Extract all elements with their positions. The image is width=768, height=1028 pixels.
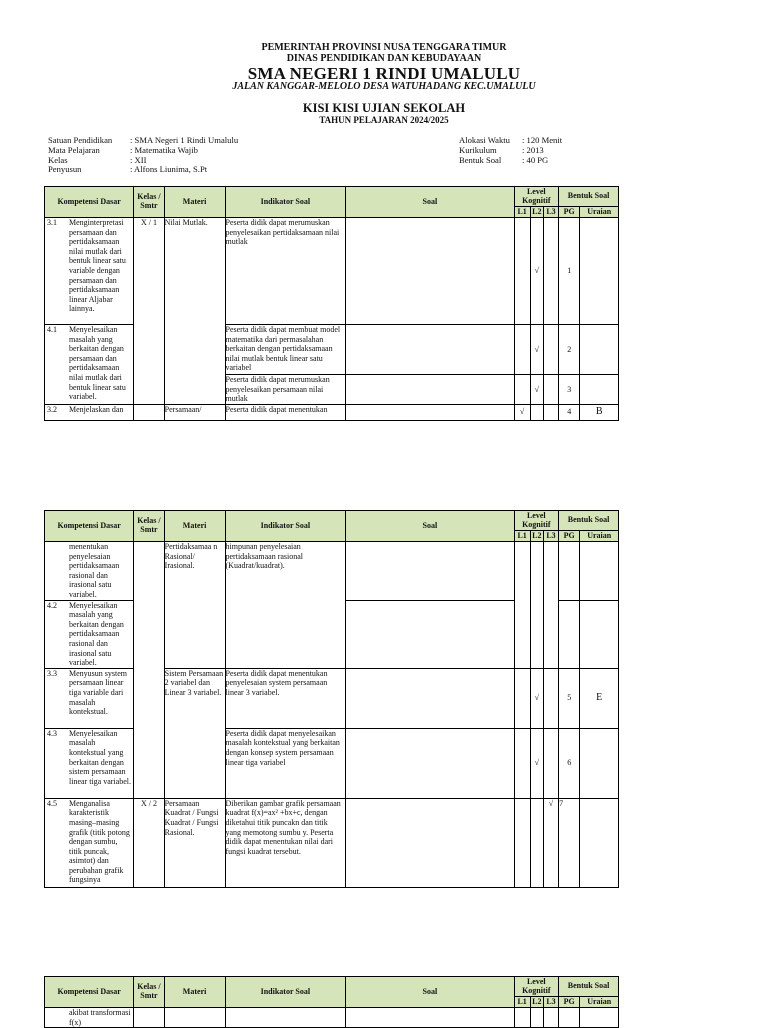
soal-cell xyxy=(346,218,514,325)
col-materi: Materi xyxy=(164,977,225,1008)
col-l3: L3 xyxy=(543,207,558,218)
l1-cell xyxy=(514,668,530,728)
materi-cell: Nilai Mutlak. xyxy=(164,218,225,405)
l1-cell xyxy=(514,375,530,405)
col-uraian: Uraian xyxy=(580,531,619,542)
indikator-cell: Peserta didik dapat merumuskan penyelesaikan persamaan nilai mutlak xyxy=(225,375,346,405)
indikator-cell: Peserta didik dapat membuat model matematika dari permasalahan berkaitan dengan pertidaksamaan nilai mutlak bentuk linear satu variabel xyxy=(225,325,346,375)
col-l3: L3 xyxy=(543,531,558,542)
soal-cell xyxy=(346,728,514,798)
col-l2: L2 xyxy=(532,996,542,1006)
col-soal: Soal xyxy=(346,977,514,1008)
kisi-table-page-3 xyxy=(44,976,619,1028)
l1-cell xyxy=(514,325,530,375)
materi-cell: Sistem Persamaan 2 variabel dan Linear 3 variabel. xyxy=(164,668,225,798)
indikator-cell xyxy=(225,600,346,668)
soal-cell xyxy=(346,600,514,668)
l3-cell xyxy=(543,1008,558,1028)
uraian-cell: B xyxy=(580,404,619,420)
col-kompetensi: Kompetensi Dasar xyxy=(45,187,134,218)
info-row xyxy=(48,165,238,175)
pg-cell: 6 xyxy=(559,728,580,798)
soal-cell xyxy=(346,798,514,887)
info-value: : Alfons Liunima, S.Pt xyxy=(130,164,208,175)
kelas-cell: X / 2 xyxy=(134,798,164,887)
table-row xyxy=(45,325,619,375)
kelas-cell xyxy=(134,404,164,420)
pg-cell xyxy=(559,1008,580,1028)
kd-text: Menyelesaikan masalah yang berkaitan dengan pertidaksamaan rasional dan irasional satu variabel. xyxy=(69,600,124,668)
kd-cell xyxy=(45,404,134,420)
kd-text: menentukan penyelesaian pertidaksamaan rasional dan irasional satu variabel. xyxy=(69,542,120,599)
col-l1: L1 xyxy=(514,997,530,1008)
col-kompetensi: Kompetensi Dasar xyxy=(45,511,134,542)
l2-cell: √ xyxy=(530,325,543,375)
l2-cell xyxy=(530,798,543,887)
table-row xyxy=(45,668,619,728)
kisi-table-page-1 xyxy=(44,186,619,421)
col-level: Level Kognitif xyxy=(514,511,559,531)
info-value: : SMA Negeri 1 Rindi Umalulu xyxy=(130,135,239,145)
col-indikator: Indikator Soal xyxy=(225,977,346,1008)
info-value: : 40 PG xyxy=(522,154,549,165)
kd-number: 4.2 xyxy=(47,600,57,610)
info-key: Satuan Pendidikan xyxy=(48,135,113,145)
col-bentuk: Bentuk Soal xyxy=(559,977,619,997)
info-left-block xyxy=(48,136,238,175)
kd-number: 4.3 xyxy=(47,728,57,738)
l2-cell: √ xyxy=(530,728,543,798)
soal-cell xyxy=(346,404,514,420)
l3-cell xyxy=(543,728,558,798)
header-row xyxy=(45,187,619,207)
department-heading: DINAS PENDIDIKAN DAN KEBUDAYAAN xyxy=(286,53,482,64)
table-row xyxy=(45,728,619,798)
soal-cell xyxy=(346,542,514,601)
pg-cell: 3 xyxy=(559,375,580,405)
table-row xyxy=(45,1008,619,1028)
uraian-cell xyxy=(580,325,619,375)
kd-number: 4.5 xyxy=(47,798,57,808)
col-kompetensi: Kompetensi Dasar xyxy=(45,977,134,1008)
materi-cell: Pertidaksamaa n Rasional/ Irasional. xyxy=(164,542,225,669)
col-level: Level Kognitif xyxy=(514,977,559,997)
kd-cell xyxy=(45,218,134,325)
kd-number: 3.2 xyxy=(47,404,57,414)
uraian-cell xyxy=(580,1008,619,1028)
uraian-cell: E xyxy=(580,668,619,728)
header-row xyxy=(45,511,619,531)
indikator-cell: Diberikan gambar grafik persamaan kuadrat f(x)=ax² +bx+c, dengan diketahui titik puncakn dan titik yang memotong sumbu y. Peserta didik dapat menentukan nilai dari fungsi kuadrat tersebut. xyxy=(225,798,346,887)
kd-number: 4.1 xyxy=(47,325,57,334)
school-name: SMA NEGERI 1 RINDI UMALULU xyxy=(247,64,521,83)
table-row xyxy=(45,798,619,887)
pg-cell: 1 xyxy=(559,218,580,325)
l1-cell xyxy=(514,728,530,798)
kd-cell xyxy=(45,1008,134,1028)
col-soal: Soal xyxy=(346,511,514,542)
l3-cell xyxy=(543,375,558,405)
kd-cell xyxy=(45,668,134,728)
info-right-block xyxy=(459,136,562,165)
uraian-cell xyxy=(580,375,619,405)
uraian-cell xyxy=(580,798,619,887)
pg-cell: 5 xyxy=(559,668,580,728)
l1-cell: √ xyxy=(514,404,530,420)
indikator-cell: himpunan penyelesaian pertidaksamaan rasional (Kuadrat/kuadrat). xyxy=(225,542,346,601)
col-l3: L3 xyxy=(543,997,558,1008)
col-l1: L1 xyxy=(514,531,530,542)
l3-cell xyxy=(543,218,558,325)
l1-cell xyxy=(514,798,530,887)
kd-text: Menjelaskan dan xyxy=(69,404,124,414)
l3-cell xyxy=(543,542,558,669)
academic-year: TAHUN PELAJARAN 2024/2025 xyxy=(319,115,449,125)
materi-cell xyxy=(164,1008,225,1028)
kd-cell xyxy=(45,798,134,887)
col-pg: PG xyxy=(559,531,580,542)
kd-number: 3.1 xyxy=(47,218,57,227)
info-key: Mata Pelajaran xyxy=(48,144,100,155)
uraian-cell xyxy=(580,600,619,668)
col-pg: PG xyxy=(559,997,580,1008)
kelas-cell: X / 1 xyxy=(134,218,164,405)
materi-cell: Persamaan Kuadrat / Fungsi Kuadrat / Fungsi Rasional. xyxy=(164,798,225,887)
l2-cell: √ xyxy=(530,375,543,405)
l2-cell xyxy=(530,404,543,420)
col-kelas: Kelas / Smtr xyxy=(134,187,164,218)
info-value: : 120 Menit xyxy=(522,135,563,145)
indikator-cell: Peserta didik dapat merumuskan penyelesaikan pertidaksamaan nilai mutlak xyxy=(225,218,346,325)
l2-cell xyxy=(530,542,543,669)
col-l1: L1 xyxy=(514,207,530,218)
info-key: Kurikulum xyxy=(459,144,497,155)
kd-cell xyxy=(45,728,134,798)
col-bentuk: Bentuk Soal xyxy=(559,511,619,531)
kd-cell xyxy=(45,542,134,601)
l3-cell xyxy=(543,668,558,728)
info-key: Penyusun xyxy=(48,164,82,175)
indikator-cell: Peserta didik dapat menyelesaikan masalah kontekstual yang berkaitan dengan konsep system persamaan linear tiga variabel xyxy=(225,728,346,798)
soal-cell xyxy=(346,325,514,375)
col-indikator: Indikator Soal xyxy=(225,511,346,542)
document-title: KISI KISI UJIAN SEKOLAH xyxy=(302,101,466,115)
pg-cell xyxy=(559,542,580,601)
kd-text: Menyelesaikan masalah kontekstual yang berkaitan dengan sistem persamaan linear tiga variabel. xyxy=(69,728,131,786)
header-row xyxy=(45,977,619,997)
kd-cell xyxy=(45,600,134,668)
col-kelas: Kelas / Smtr xyxy=(134,511,164,542)
materi-cell: Persamaan/ xyxy=(164,404,225,420)
soal-cell xyxy=(346,668,514,728)
kd-text: Menyelesaikan masalah yang berkaitan dengan persamaan dan pertidaksamaan nilai mutlak dari bentuk linear satu variabel. xyxy=(69,325,126,402)
col-soal: Soal xyxy=(346,187,514,218)
kd-text: Menyusun system persamaan linear tiga variable dari masalah kontekstual. xyxy=(69,668,127,717)
col-uraian: Uraian xyxy=(580,207,619,218)
soal-cell xyxy=(346,1008,514,1028)
table-row xyxy=(45,542,619,601)
table-row xyxy=(45,218,619,325)
col-materi: Materi xyxy=(164,187,225,218)
col-bentuk: Bentuk Soal xyxy=(559,187,619,207)
pg-cell: 2 xyxy=(559,325,580,375)
uraian-cell xyxy=(580,218,619,325)
pg-cell xyxy=(559,600,580,668)
government-heading: PEMERINTAH PROVINSI NUSA TENGGARA TIMUR xyxy=(261,42,507,53)
l1-cell xyxy=(514,1008,530,1028)
kelas-cell xyxy=(134,1008,164,1028)
info-row xyxy=(459,156,562,166)
kd-number: 3.3 xyxy=(47,668,57,678)
school-address: JALAN KANGGAR-MELOLO DESA WATUHADANG KEC.UMALULU xyxy=(232,81,536,92)
l3-cell xyxy=(543,404,558,420)
info-value: : Matematika Wajib xyxy=(130,144,198,155)
pg-cell: 7 xyxy=(559,798,580,887)
soal-cell xyxy=(346,375,514,405)
col-indikator: Indikator Soal xyxy=(225,187,346,218)
col-level: Level Kognitif xyxy=(514,187,559,207)
col-materi: Materi xyxy=(164,511,225,542)
indikator-cell: Peserta didik dapat menentukan xyxy=(225,404,346,420)
col-l2: L2 xyxy=(532,206,542,216)
l2-cell: √ xyxy=(530,668,543,728)
info-key: Alokasi Waktu xyxy=(459,135,510,145)
col-l2: L2 xyxy=(532,530,542,540)
kd-text: Menginterpretasi persamaan dan pertidaksamaan nilai mutlak dari bentuk linear satu variable dengan persamaan dan pertidaksamaan linear Aljabar lainnya. xyxy=(69,218,126,314)
l1-cell xyxy=(514,218,530,325)
l2-cell: √ xyxy=(530,218,543,325)
info-value: : 2013 xyxy=(522,144,544,155)
info-key: Bentuk Soal xyxy=(459,154,502,165)
table-row xyxy=(45,404,619,420)
l2-cell xyxy=(530,1008,543,1028)
l3-cell: √ xyxy=(543,798,558,887)
col-pg: PG xyxy=(559,207,580,218)
col-kelas: Kelas / Smtr xyxy=(134,977,164,1008)
kisi-table-page-2 xyxy=(44,510,619,888)
info-value: : XII xyxy=(130,154,147,165)
pg-cell: 4 xyxy=(559,404,580,420)
indikator-cell xyxy=(225,1008,346,1028)
kd-cell xyxy=(45,325,134,405)
kelas-cell xyxy=(134,542,164,799)
l1-cell xyxy=(514,542,530,669)
indikator-cell: Peserta didik dapat menentukan penyelesaian system persamaan linear 3 variabel. xyxy=(225,668,346,728)
uraian-cell xyxy=(580,542,619,601)
col-uraian: Uraian xyxy=(580,997,619,1008)
uraian-cell xyxy=(580,728,619,798)
l3-cell xyxy=(543,325,558,375)
kd-text: Menganalisa karakteristik masing–masing grafik (titik potong dengan sumbu, titik puncak, asimtot) dan perubahan grafik fungsinya xyxy=(69,798,130,885)
info-key: Kelas xyxy=(48,154,68,165)
kd-text: akibat transformasi f(x) xyxy=(69,1008,131,1027)
